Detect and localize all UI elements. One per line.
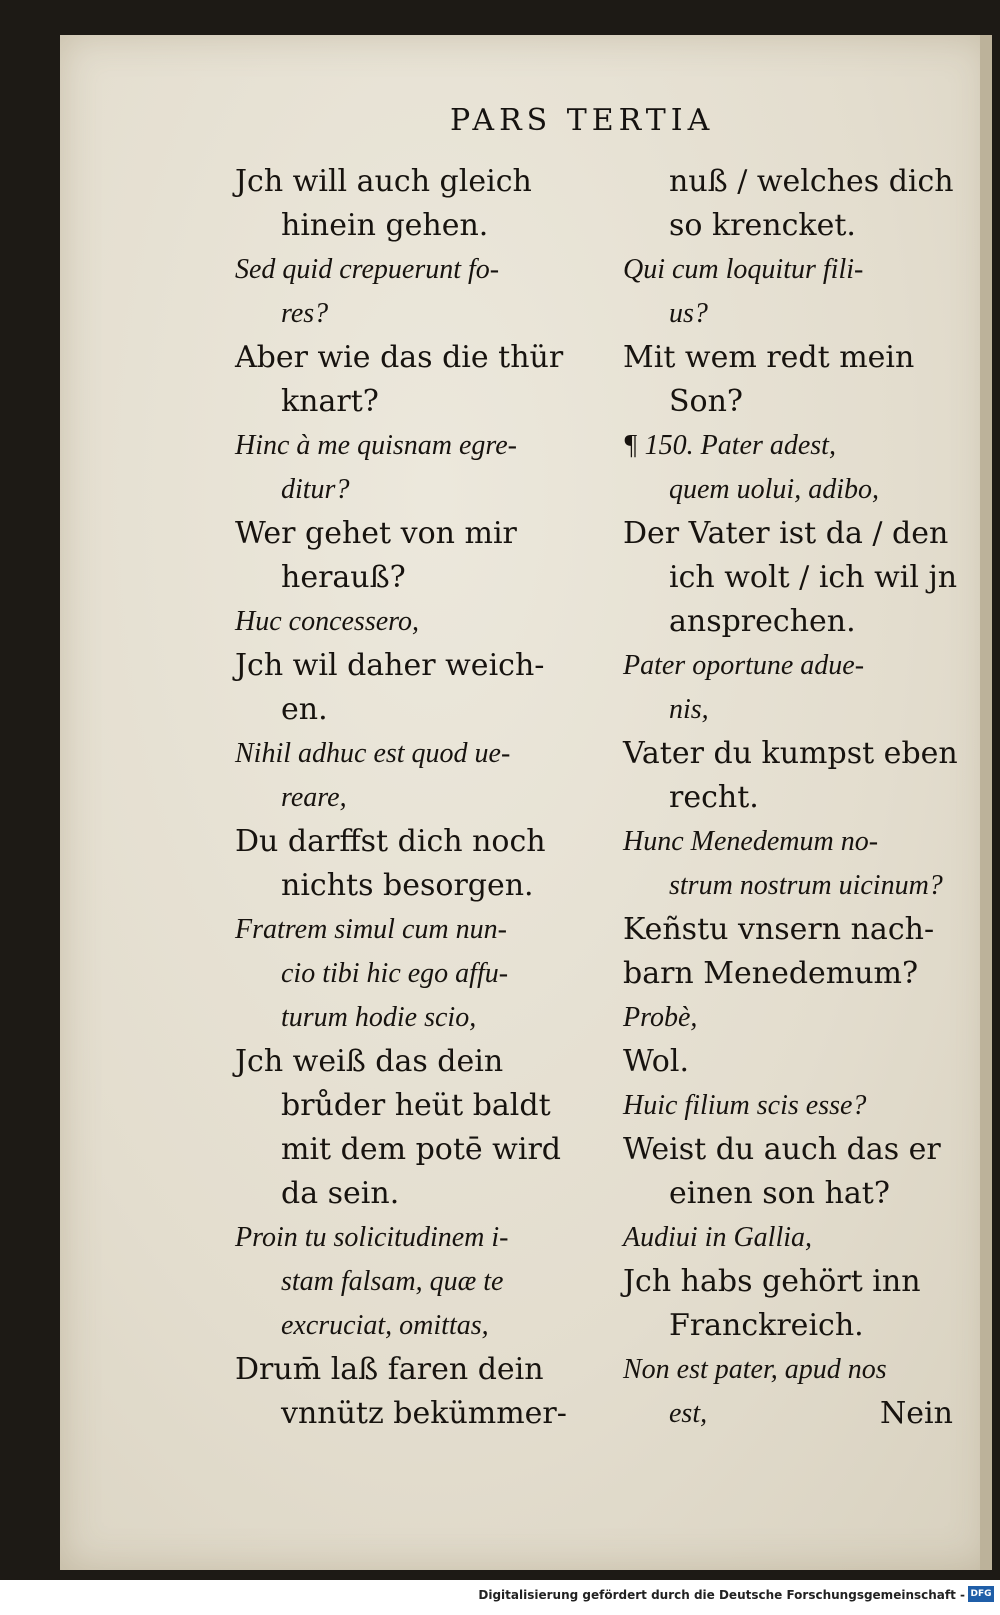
left-column-line: Hinc à me quisnam egre- xyxy=(235,430,518,461)
left-column-line: Proin tu solicitudinem i- xyxy=(235,1222,509,1253)
right-column-line: est, xyxy=(669,1398,708,1429)
digitization-footer xyxy=(0,1580,1000,1615)
right-column-line: Pater oportune adue- xyxy=(623,650,865,681)
right-column-line: Hunc Menedemum no- xyxy=(623,826,879,857)
left-column-line: Jch will auch gleich xyxy=(235,164,532,199)
left-column-line: Drum̄ laß faren dein xyxy=(235,1352,544,1387)
left-column-line: Fratrem simul cum nun- xyxy=(235,914,507,945)
left-column-line: cio tibi hic ego affu- xyxy=(281,958,509,989)
left-column-line: Nihil adhuc est quod ue- xyxy=(235,738,511,769)
left-column-line: nichts besorgen. xyxy=(281,868,534,903)
right-column xyxy=(623,160,973,1436)
left-column-line: stam falsam, quæ te xyxy=(281,1266,504,1297)
left-column-line: brůder heüt baldt xyxy=(281,1088,551,1123)
running-header: PARS TERTIA xyxy=(450,103,715,138)
right-column-line: Wol. xyxy=(623,1044,689,1079)
left-column-line: knart? xyxy=(281,384,379,419)
left-column xyxy=(235,160,585,1436)
page-gutter xyxy=(980,35,992,1570)
left-column-line: Jch wil daher weich- xyxy=(235,648,545,683)
right-column-line: Franckreich. xyxy=(669,1308,864,1343)
catchword: Nein xyxy=(880,1396,953,1431)
right-column-line: Jch habs gehört inn xyxy=(623,1264,921,1299)
left-column-line: Jch weiß das dein xyxy=(235,1044,504,1079)
right-column-line: Keñstu vnsern nach- xyxy=(623,912,935,947)
left-column-line: reare, xyxy=(281,782,347,813)
left-column-line: ditur? xyxy=(281,474,350,505)
right-column-line: strum nostrum uicinum? xyxy=(669,870,943,901)
right-column-line: recht. xyxy=(669,780,759,815)
left-column-line: vnnütz bekümmer- xyxy=(281,1396,567,1431)
right-column-line: nis, xyxy=(669,694,709,725)
left-column-line: Sed quid crepuerunt fo- xyxy=(235,254,500,285)
right-column-line: ansprechen. xyxy=(669,604,856,639)
dfg-logo: DFG xyxy=(968,1586,994,1602)
right-column-line: Vater du kumpst eben xyxy=(623,736,958,771)
right-column-line: nuß / welches dich xyxy=(669,164,954,199)
left-column-line: Huc concessero, xyxy=(235,606,420,637)
left-column-line: da sein. xyxy=(281,1176,400,1211)
left-column-line: hinein gehen. xyxy=(281,208,489,243)
left-column-line: Aber wie das die thür xyxy=(235,340,564,375)
right-column-line: Probè, xyxy=(623,1002,698,1033)
right-column-line: ich wolt / ich wil jn xyxy=(669,560,958,595)
right-column-line: Qui cum loquitur fili- xyxy=(623,254,864,285)
right-column-line: so krencket. xyxy=(669,208,856,243)
left-column-line: Du darffst dich noch xyxy=(235,824,546,859)
right-column-line: ¶ 150. Pater adest, xyxy=(623,430,836,461)
left-column-line: en. xyxy=(281,692,328,727)
right-column-line: us? xyxy=(669,298,708,329)
right-column-line: Der Vater ist da / den xyxy=(623,516,949,551)
left-column-line: excruciat, omittas, xyxy=(281,1310,489,1341)
left-column-line: res? xyxy=(281,298,329,329)
right-column-line: Son? xyxy=(669,384,744,419)
footer-credit: Digitalisierung gefördert durch die Deutsche Forschungsgemeinschaft - xyxy=(478,1588,965,1602)
right-column-line: Non est pater, apud nos xyxy=(623,1354,887,1385)
right-column-line: quem uolui, adibo, xyxy=(669,474,879,505)
right-column-line: Weist du auch das er xyxy=(623,1132,941,1167)
right-column-line: Mit wem redt mein xyxy=(623,340,915,375)
left-column-line: Wer gehet von mir xyxy=(235,516,517,551)
right-column-line: Audiui in Gallia, xyxy=(623,1222,812,1253)
right-column-line: barn Menedemum? xyxy=(623,956,919,991)
right-column-line: einen son hat? xyxy=(669,1176,890,1211)
left-column-line: turum hodie scio, xyxy=(281,1002,477,1033)
right-column-line: Huic filium scis esse? xyxy=(623,1090,867,1121)
left-column-line: herauß? xyxy=(281,560,406,595)
left-column-line: mit dem potē wird xyxy=(281,1132,562,1167)
